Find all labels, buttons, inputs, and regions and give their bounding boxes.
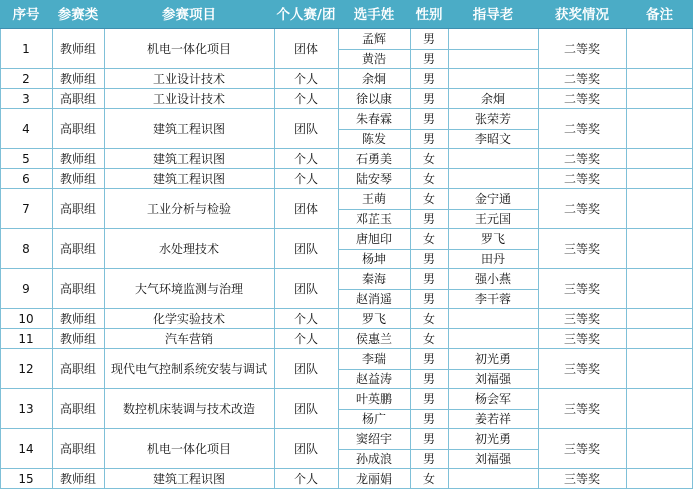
- row-number: 9: [22, 282, 30, 296]
- advisor-name: 杨会军: [474, 392, 511, 406]
- row-category: 教师组: [59, 152, 96, 166]
- row-award: 二等奖: [563, 92, 600, 106]
- contestant-gender: 男: [422, 432, 435, 446]
- column-divider: [626, 29, 627, 489]
- row-type: 团队: [293, 402, 318, 416]
- row-category: 教师组: [59, 472, 96, 486]
- row-category: 教师组: [59, 312, 96, 326]
- sub-row-divider: [338, 49, 538, 50]
- contestant-gender: 男: [422, 252, 435, 266]
- contestant-gender: 女: [422, 232, 435, 246]
- advisor-name: 刘福强: [474, 452, 511, 466]
- contestant-gender: 男: [422, 452, 435, 466]
- row-project: 大气环境监测与治理: [134, 282, 243, 296]
- row-project: 工业分析与检验: [146, 202, 231, 216]
- sub-row-divider: [338, 449, 538, 450]
- row-category: 教师组: [59, 72, 96, 86]
- sub-row-divider: [338, 409, 538, 410]
- header-advisor: 指导老: [448, 0, 538, 29]
- contestant-name: 余炯: [361, 72, 386, 86]
- row-category: 高职组: [59, 202, 96, 216]
- contestant-name: 邓芷玉: [355, 212, 392, 226]
- row-note: [626, 309, 693, 329]
- row-type: 个人: [293, 172, 318, 186]
- contestant-name: 龙丽娟: [355, 472, 392, 486]
- row-number: 11: [18, 332, 34, 346]
- row-type: 团队: [293, 122, 318, 136]
- contestant-name: 杨坤: [361, 252, 386, 266]
- row-number: 13: [18, 402, 34, 416]
- row-type: 团队: [293, 282, 318, 296]
- row-type: 个人: [293, 472, 318, 486]
- advisor-name: [448, 309, 538, 329]
- row-note: [626, 29, 693, 69]
- row-type: 个人: [293, 92, 318, 106]
- row-number: 6: [22, 172, 30, 186]
- row-project: 建筑工程识图: [152, 172, 225, 186]
- contestant-gender: 女: [422, 332, 435, 346]
- row-award: 三等奖: [563, 472, 600, 486]
- header-note: 备注: [626, 0, 693, 29]
- contestant-gender: 男: [422, 72, 435, 86]
- contestant-gender: 男: [422, 92, 435, 106]
- advisor-name: 刘福强: [474, 372, 511, 386]
- row-category: 教师组: [59, 172, 96, 186]
- row-note: [626, 469, 693, 489]
- row-project: 汽车营销: [164, 332, 213, 346]
- advisor-name: 李昭文: [474, 132, 511, 146]
- row-note: [626, 69, 693, 89]
- contestant-gender: 女: [422, 472, 435, 486]
- contestant-gender: 女: [422, 192, 435, 206]
- row-number: 8: [22, 242, 30, 256]
- header-award: 获奖情况: [538, 0, 626, 29]
- row-category: 高职组: [59, 242, 96, 256]
- row-category: 教师组: [59, 42, 96, 56]
- contestant-gender: 男: [422, 32, 435, 46]
- contestant-name: 朱春霖: [355, 112, 392, 126]
- column-divider: [448, 29, 449, 489]
- row-type: 团体: [293, 202, 318, 216]
- row-project: 机电一体化项目: [146, 42, 231, 56]
- contestant-gender: 男: [422, 132, 435, 146]
- row-category: 高职组: [59, 362, 96, 376]
- row-award: 三等奖: [563, 402, 600, 416]
- column-divider: [274, 29, 275, 489]
- column-divider: [104, 29, 105, 489]
- column-divider: [338, 29, 339, 489]
- row-award: 三等奖: [563, 362, 600, 376]
- contestant-name: 罗飞: [361, 312, 386, 326]
- row-type: 团体: [293, 42, 318, 56]
- contestant-name: 赵消遥: [355, 292, 392, 306]
- contestant-gender: 男: [422, 212, 435, 226]
- advisor-name: 姜若祥: [474, 412, 511, 426]
- row-project: 建筑工程识图: [152, 472, 225, 486]
- row-award: 三等奖: [563, 332, 600, 346]
- contestant-name: 叶英鹏: [355, 392, 392, 406]
- header-no: 序号: [0, 0, 52, 29]
- row-project: 数控机床装调与技术改造: [122, 402, 255, 416]
- row-award: 二等奖: [563, 42, 600, 56]
- contestant-name: 石勇美: [355, 152, 392, 166]
- row-type: 团队: [293, 362, 318, 376]
- row-award: 三等奖: [563, 442, 600, 456]
- row-note: [626, 429, 693, 469]
- advisor-name: [448, 29, 538, 49]
- row-note: [626, 169, 693, 189]
- row-project: 工业设计技术: [152, 92, 225, 106]
- contestant-name: 陆安琴: [355, 172, 392, 186]
- row-project: 建筑工程识图: [152, 152, 225, 166]
- row-award: 二等奖: [563, 152, 600, 166]
- header-category: 参赛类: [52, 0, 104, 29]
- contestant-gender: 男: [422, 392, 435, 406]
- row-note: [626, 389, 693, 429]
- row-award: 二等奖: [563, 172, 600, 186]
- contestant-name: 唐旭印: [355, 232, 392, 246]
- row-number: 5: [22, 152, 30, 166]
- row-category: 高职组: [59, 282, 96, 296]
- row-award: 三等奖: [563, 242, 600, 256]
- row-number: 10: [18, 312, 34, 326]
- row-number: 2: [22, 72, 30, 86]
- column-divider: [0, 29, 1, 489]
- row-type: 个人: [293, 152, 318, 166]
- advisor-name: [448, 49, 538, 69]
- row-number: 4: [22, 122, 30, 136]
- contestant-gender: 男: [422, 372, 435, 386]
- row-award: 二等奖: [563, 122, 600, 136]
- header-contestant: 选手姓: [338, 0, 410, 29]
- advisor-name: 田丹: [480, 252, 505, 266]
- advisor-name: 李干蓉: [474, 292, 511, 306]
- contestant-name: 孟辉: [361, 32, 386, 46]
- advisor-name: 余炯: [480, 92, 505, 106]
- row-category: 高职组: [59, 442, 96, 456]
- contestant-name: 徐以康: [355, 92, 392, 106]
- row-project: 水处理技术: [158, 242, 219, 256]
- row-note: [626, 269, 693, 309]
- contestant-name: 王萌: [361, 192, 386, 206]
- row-award: 三等奖: [563, 282, 600, 296]
- advisor-name: [448, 69, 538, 89]
- advisor-name: 初光勇: [474, 432, 511, 446]
- row-category: 教师组: [59, 332, 96, 346]
- column-divider: [410, 29, 411, 489]
- contestant-gender: 男: [422, 412, 435, 426]
- row-number: 1: [22, 42, 30, 56]
- contestant-name: 杨广: [361, 412, 386, 426]
- advisor-name: [448, 329, 538, 349]
- advisor-name: 张荣芳: [474, 112, 511, 126]
- row-project: 机电一体化项目: [146, 442, 231, 456]
- row-category: 高职组: [59, 92, 96, 106]
- advisor-name: [448, 469, 538, 489]
- row-note: [626, 349, 693, 389]
- contestant-name: 孙成浪: [355, 452, 392, 466]
- row-number: 12: [18, 362, 34, 376]
- contestant-name: 秦海: [361, 272, 386, 286]
- header-project: 参赛项目: [104, 0, 274, 29]
- row-project: 化学实验技术: [152, 312, 225, 326]
- sub-row-divider: [338, 249, 538, 250]
- header-gender: 性别: [410, 0, 448, 29]
- column-divider: [52, 29, 53, 489]
- row-note: [626, 229, 693, 269]
- row-note: [626, 109, 693, 149]
- row-number: 14: [18, 442, 34, 456]
- sub-row-divider: [338, 289, 538, 290]
- row-project: 工业设计技术: [152, 72, 225, 86]
- row-type: 团队: [293, 442, 318, 456]
- row-number: 3: [22, 92, 30, 106]
- row-award: 二等奖: [563, 202, 600, 216]
- advisor-name: [448, 169, 538, 189]
- sub-row-divider: [338, 209, 538, 210]
- contestant-name: 侯惠兰: [355, 332, 392, 346]
- row-award: 三等奖: [563, 312, 600, 326]
- contestant-name: 陈发: [361, 132, 386, 146]
- row-project: 现代电气控制系统安装与调试: [110, 362, 267, 376]
- column-divider: [538, 29, 539, 489]
- row-award: 二等奖: [563, 72, 600, 86]
- contestant-gender: 女: [422, 152, 435, 166]
- contestant-gender: 男: [422, 272, 435, 286]
- advisor-name: 王元国: [474, 212, 511, 226]
- row-project: 建筑工程识图: [152, 122, 225, 136]
- advisor-name: 强小燕: [474, 272, 511, 286]
- contestant-name: 黄浩: [361, 52, 386, 66]
- advisor-name: 罗飞: [480, 232, 505, 246]
- row-type: 个人: [293, 72, 318, 86]
- contestant-gender: 男: [422, 292, 435, 306]
- row-note: [626, 89, 693, 109]
- contestant-gender: 男: [422, 112, 435, 126]
- contestant-gender: 女: [422, 172, 435, 186]
- sub-row-divider: [338, 369, 538, 370]
- header-type: 个人赛/团: [274, 0, 338, 29]
- contestant-gender: 男: [422, 52, 435, 66]
- row-note: [626, 149, 693, 169]
- row-note: [626, 189, 693, 229]
- row-number: 7: [22, 202, 30, 216]
- contestant-gender: 男: [422, 352, 435, 366]
- row-note: [626, 329, 693, 349]
- row-type: 个人: [293, 332, 318, 346]
- advisor-name: 初光勇: [474, 352, 511, 366]
- sub-row-divider: [338, 129, 538, 130]
- contestant-gender: 女: [422, 312, 435, 326]
- row-type: 个人: [293, 312, 318, 326]
- row-category: 高职组: [59, 402, 96, 416]
- contestant-name: 赵益涛: [355, 372, 392, 386]
- row-category: 高职组: [59, 122, 96, 136]
- row-number: 15: [18, 472, 34, 486]
- advisor-name: [448, 149, 538, 169]
- advisor-name: 金宁通: [474, 192, 511, 206]
- contestant-name: 窦绍宇: [355, 432, 392, 446]
- contestant-name: 李瑞: [361, 352, 386, 366]
- row-type: 团队: [293, 242, 318, 256]
